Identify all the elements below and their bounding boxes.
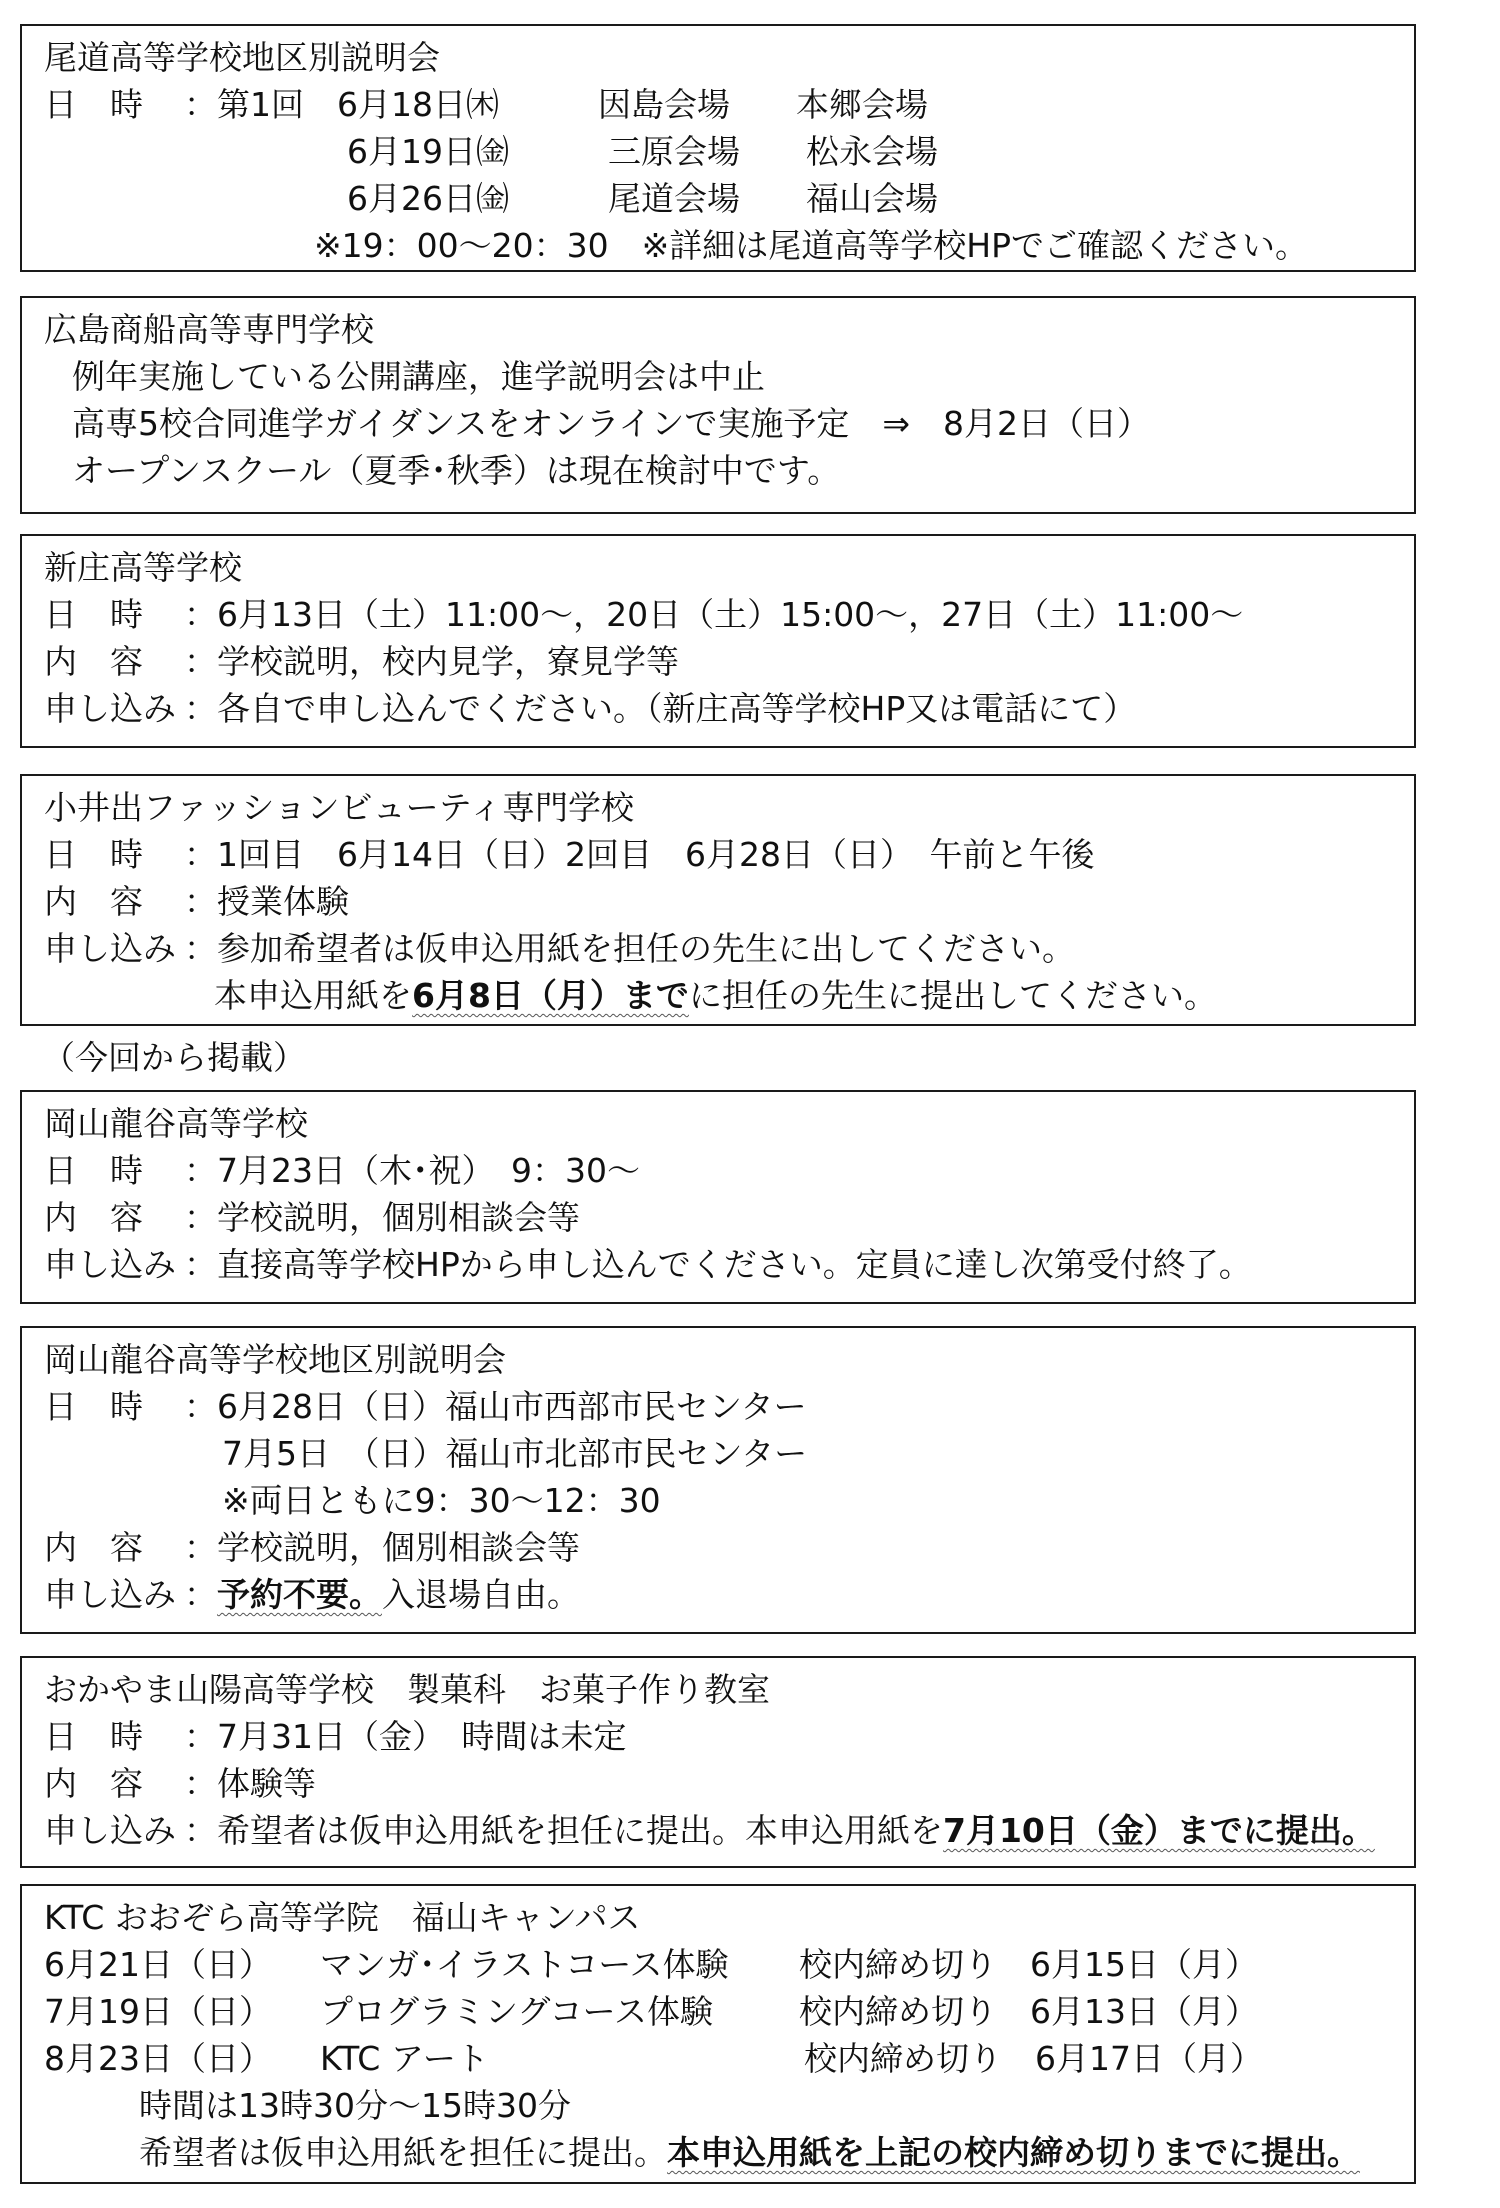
row-text: ※19：00～20：30 ※詳細は尾道高等学校HPでご確認ください。: [314, 226, 1308, 265]
notice-row: [44, 175, 1414, 222]
notice-box-okayama-ryukoku-regional: [20, 1326, 1416, 1634]
row-label: 申し込み: [44, 1811, 176, 1850]
row-text: 6月26日㈮ 尾道会場 福山会場: [347, 179, 938, 218]
row-text: ：第1回 6月18日㈭ 因島会場 本郷会場: [184, 85, 928, 124]
row-label: 内 容: [44, 642, 143, 681]
notice-row: [44, 1713, 1414, 1760]
row-text: ：6月13日（土）11:00～，20日（土）15:00～，27日（土）11:00～: [184, 595, 1244, 634]
row-label: 日 時: [44, 835, 143, 874]
notice-title: 尾道高等学校地区別説明会: [44, 38, 440, 77]
notice-row: [44, 1241, 1414, 1288]
row-text: ：参加希望者は仮申込用紙を担任の先生に出してください。: [184, 929, 1075, 968]
row-label: 日 時: [44, 1717, 143, 1756]
notice-box-ktc-ozora: [20, 1884, 1416, 2184]
notice-row: [44, 1477, 1414, 1524]
row-text-line: ：予約不要。入退場自由。: [184, 1575, 580, 1614]
notice-row: [44, 2129, 1414, 2176]
row-label: 申し込み: [44, 1575, 176, 1614]
row-label: 内 容: [44, 882, 143, 921]
deadline-highlight: 7月10日（金）までに提出。: [943, 1811, 1375, 1850]
course-name: KTC アート: [320, 2039, 489, 2078]
row-text: ：1回目 6月14日（日）2回目 6月28日（日） 午前と午後: [184, 835, 1095, 874]
row-label: 内 容: [44, 1198, 143, 1237]
notice-row: [44, 222, 1414, 269]
course-deadline: 校内締め切り 6月15日（月）: [799, 1945, 1258, 1984]
course-date: 6月21日（日）: [44, 1945, 272, 1984]
notice-box-shinjo: [20, 534, 1416, 748]
notice-row: [44, 2082, 1414, 2129]
course-deadline: 校内締め切り 6月13日（月）: [799, 1992, 1258, 2031]
notice-row: [44, 447, 1414, 494]
row-text: ：各自で申し込んでください。（新庄高等学校HP又は電話にて）: [184, 689, 1137, 728]
row-text-line: 本申込用紙を6月8日（月）までに担任の先生に提出してください。: [214, 976, 1217, 1015]
row-label: 日 時: [44, 595, 143, 634]
row-text: ：体験等: [184, 1764, 316, 1803]
notice-row: [44, 831, 1414, 878]
notice-title: おかやま山陽高等学校 製菓科 お菓子作り教室: [44, 1670, 770, 1709]
row-label: 日 時: [44, 1387, 143, 1426]
row-label: 申し込み: [44, 1245, 176, 1284]
course-row: [44, 2035, 1414, 2082]
notice-box-onomichi: [20, 24, 1416, 272]
row-label: 申し込み: [44, 929, 176, 968]
row-text: ：学校説明，個別相談会等: [184, 1198, 580, 1237]
course-row: [44, 1988, 1414, 2035]
course-name: プログラミングコース体験: [320, 1992, 714, 2031]
notice-row: [44, 1524, 1414, 1571]
row-label: 内 容: [44, 1764, 143, 1803]
notice-title: KTC おおぞら高等学院 福山キャンパス: [44, 1898, 641, 1937]
row-text: オープンスクール（夏季･秋季）は現在検討中です。: [72, 451, 841, 490]
notice-row: [44, 591, 1414, 638]
row-text: ※両日ともに9：30～12：30: [222, 1481, 661, 1520]
notice-row: [44, 1571, 1414, 1618]
notice-title: 小井出ファッションビューティ専門学校: [44, 788, 635, 827]
notice-title: 岡山龍谷高等学校: [44, 1104, 308, 1143]
row-text: ：授業体験: [184, 882, 349, 921]
notice-title: 広島商船高等専門学校: [44, 310, 374, 349]
deadline-highlight: 本申込用紙を上記の校内締め切りまでに提出。: [667, 2133, 1360, 2172]
notice-row: [44, 1807, 1414, 1854]
row-text: 例年実施している公開講座，進学説明会は中止: [72, 357, 765, 396]
course-row: [44, 1941, 1414, 1988]
row-text: ：7月31日（金） 時間は未定: [184, 1717, 627, 1756]
deadline-highlight: 6月8日（月）まで: [412, 976, 689, 1015]
row-label: 日 時: [44, 85, 143, 124]
row-text: ：学校説明，校内見学，寮見学等: [184, 642, 679, 681]
notice-row: [44, 353, 1414, 400]
notice-box-okayama-sanyo: [20, 1656, 1416, 1868]
row-label: 日 時: [44, 1151, 143, 1190]
notice-row: [44, 1194, 1414, 1241]
row-label: 内 容: [44, 1528, 143, 1567]
notice-row: [44, 1147, 1414, 1194]
notice-row: [44, 128, 1414, 175]
notice-row: [44, 1383, 1414, 1430]
notice-title: 岡山龍谷高等学校地区別説明会: [44, 1340, 506, 1379]
notice-row: [44, 1760, 1414, 1807]
row-text: ：7月23日（木･祝） 9：30～: [184, 1151, 640, 1190]
notice-box-hiroshima-shosen: [20, 296, 1416, 514]
notice-row: [44, 638, 1414, 685]
row-text: ：学校説明，個別相談会等: [184, 1528, 580, 1567]
row-label: 申し込み: [44, 689, 176, 728]
row-text: 時間は13時30分～15時30分: [139, 2086, 571, 2125]
no-reservation-highlight: 予約不要。: [217, 1575, 382, 1614]
row-text-line: ：希望者は仮申込用紙を担任に提出。本申込用紙を7月10日（金）までに提出。: [184, 1811, 1375, 1850]
row-text: ：直接高等学校HPから申し込んでください。定員に達し次第受付終了。: [184, 1245, 1252, 1284]
notice-row: [44, 925, 1414, 972]
notice-row: [44, 972, 1414, 1019]
new-listing-note: （今回から掲載）: [42, 1038, 306, 1077]
course-name: マンガ･イラストコース体験: [320, 1945, 729, 1984]
notice-row: [44, 1430, 1414, 1477]
notice-row: [44, 878, 1414, 925]
notice-box-koide-fashion: [20, 774, 1416, 1026]
row-text: 高専5校合同進学ガイダンスをオンラインで実施予定 ⇒ 8月2日（日）: [72, 404, 1150, 443]
course-date: 8月23日（日）: [44, 2039, 272, 2078]
row-text: 7月5日 （日）福山市北部市民センター: [222, 1434, 808, 1473]
notice-title: 新庄高等学校: [44, 548, 242, 587]
row-text-line: 希望者は仮申込用紙を担任に提出。本申込用紙を上記の校内締め切りまでに提出。: [139, 2133, 1360, 2172]
notice-row: [44, 81, 1414, 128]
notice-row: [44, 685, 1414, 732]
row-text: 6月19日㈮ 三原会場 松永会場: [347, 132, 938, 171]
course-date: 7月19日（日）: [44, 1992, 272, 2031]
row-text: ：6月28日（日）福山市西部市民センター: [184, 1387, 807, 1426]
course-deadline: 校内締め切り 6月17日（月）: [804, 2039, 1263, 2078]
notice-box-okayama-ryukoku: [20, 1090, 1416, 1304]
notice-row: [44, 400, 1414, 447]
